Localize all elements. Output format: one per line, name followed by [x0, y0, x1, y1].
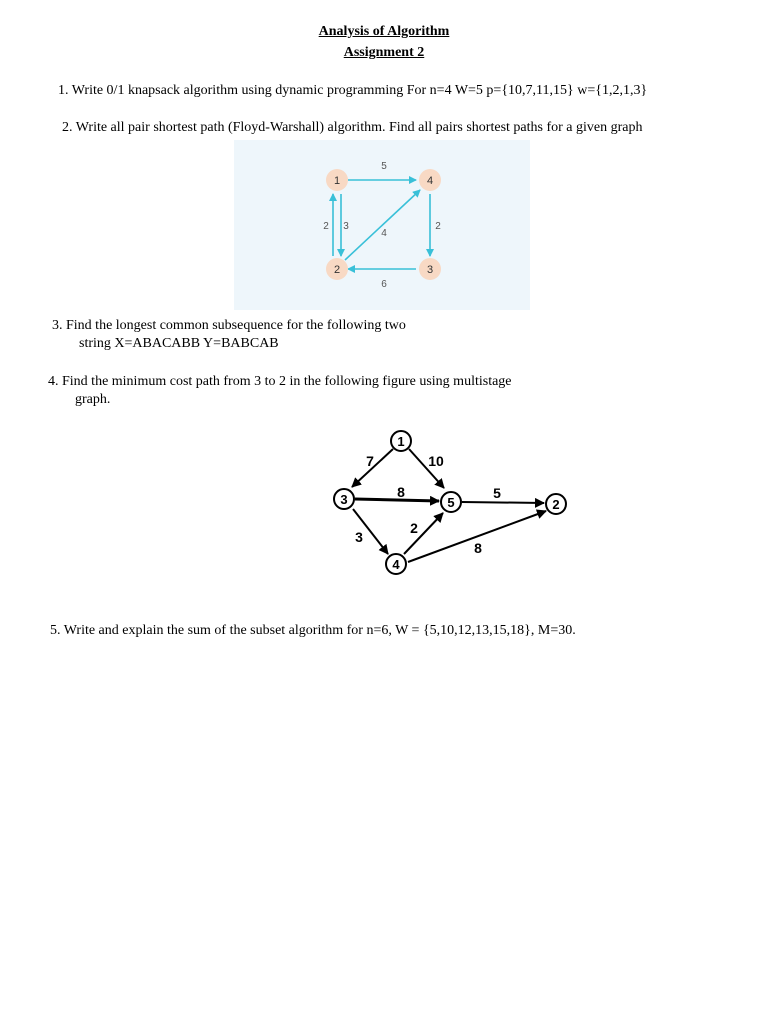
edge-weight: 10: [428, 453, 444, 469]
question-number: 5.: [50, 623, 61, 638]
edge-weight: 5: [381, 161, 387, 172]
edge-weight: 3: [355, 529, 363, 545]
question-text: Find the longest common subsequence for the following two: [66, 318, 406, 333]
question-text: Find the minimum cost path from 3 to 2 in the following figure using multistage: [62, 374, 512, 389]
document-subtitle: Assignment 2: [343, 45, 425, 60]
question-number: 1.: [58, 83, 69, 98]
question-text: Write and explain the sum of the subset algorithm for n=6, W = {5,10,12,13,15,18}, M=30.: [63, 623, 576, 638]
node-label: 1: [333, 175, 341, 187]
question-1: [58, 82, 647, 100]
question-number: 2.: [62, 120, 73, 135]
multistage-graph: [320, 422, 580, 592]
node-label: 2: [552, 497, 560, 512]
edge-weight: 2: [410, 520, 418, 536]
edge-weight: 2: [323, 221, 329, 232]
document-title: Analysis of Algorithm: [318, 24, 450, 39]
node-label: 1: [397, 434, 405, 449]
node-label: 3: [340, 492, 348, 507]
question-text-continued: string X=ABACABB Y=BABCAB: [79, 336, 279, 351]
question-3: [52, 317, 406, 353]
node-label: 4: [392, 557, 400, 572]
edge-weight: 8: [397, 484, 405, 500]
node-label: 5: [447, 495, 455, 510]
question-text: Write 0/1 knapsack algorithm using dynamic programming For n=4 W=5 p={10,7,11,15} w={1,2,1,3}: [71, 83, 648, 98]
question-number: 3.: [52, 318, 63, 333]
question-text-continued: graph.: [75, 392, 111, 407]
question-text: Write all pair shortest path (Floyd-Warshall) algorithm. Find all pairs shortest paths for a given graph: [75, 120, 643, 135]
question-2: [62, 119, 642, 137]
node-label: 3: [426, 264, 434, 276]
edge-weight: 6: [381, 279, 387, 290]
question-number: 4.: [48, 374, 59, 389]
node-label: 4: [426, 175, 434, 187]
edge-weight: 4: [381, 228, 387, 239]
edge-weight: 2: [435, 221, 441, 232]
floyd-warshall-graph: [234, 140, 530, 315]
edge-weight: 3: [343, 221, 349, 232]
node-label: 2: [333, 264, 341, 276]
edge-weight: 8: [474, 540, 482, 556]
question-5: [50, 622, 576, 640]
question-4: [48, 373, 512, 409]
edge-weight: 5: [493, 485, 501, 501]
edge-weight: 7: [366, 453, 374, 469]
edge-5-2: [462, 502, 544, 503]
